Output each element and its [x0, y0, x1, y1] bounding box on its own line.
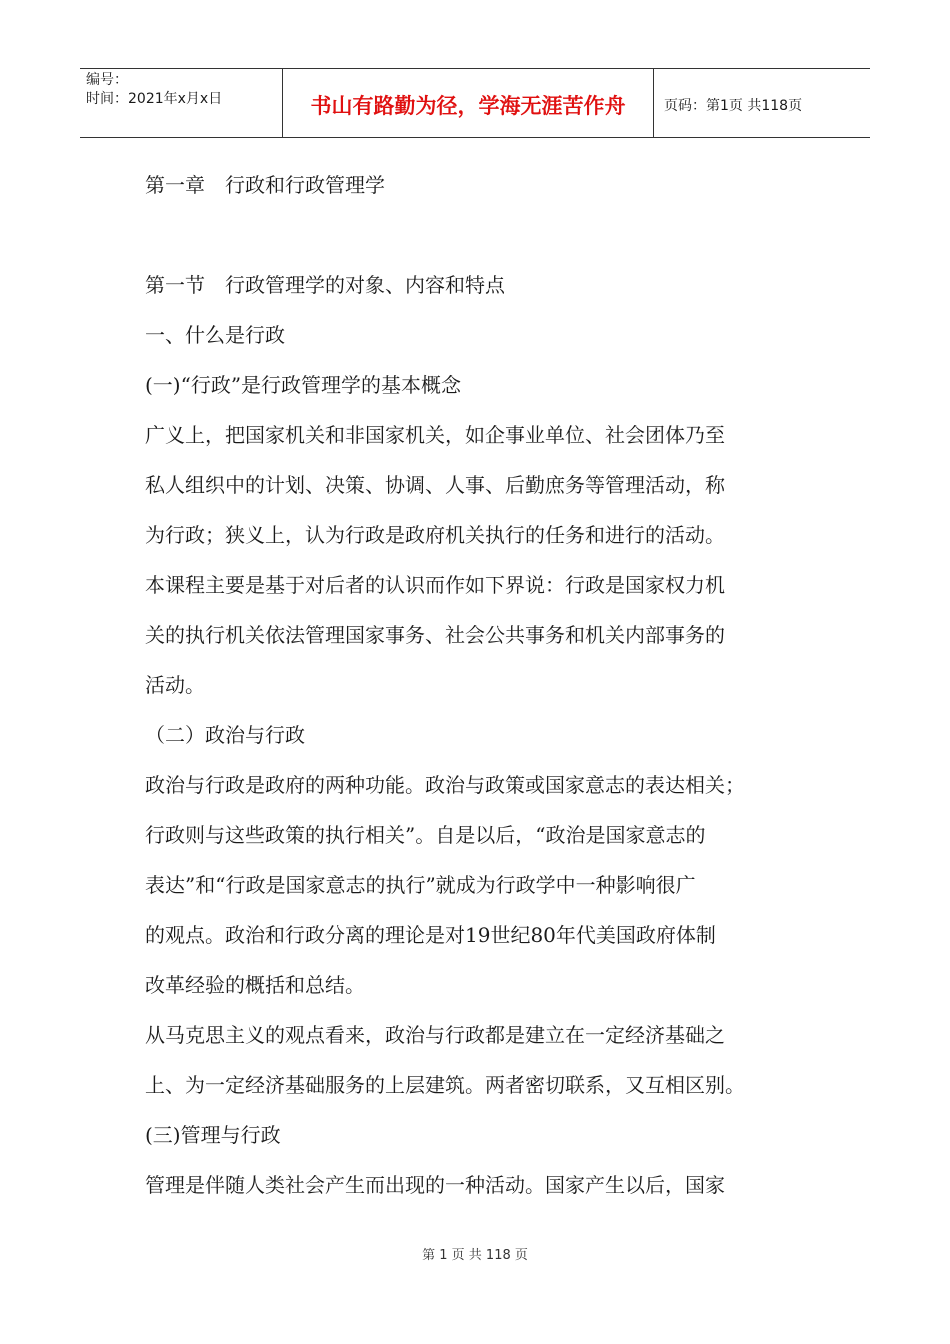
subheading-3: (三)管理与行政	[145, 1123, 281, 1147]
paragraph-line: 广义上，把国家机关和非国家机关，如企事业单位、社会团体乃至	[145, 423, 725, 447]
paragraph-line: 改革经验的概括和总结。	[145, 973, 365, 997]
spacer	[145, 210, 810, 260]
chapter-title: 第一章 行政和行政管理学	[145, 173, 385, 197]
paragraph-line: 政治与行政是政府的两种功能。政治与政策或国家意志的表达相关；	[145, 773, 745, 797]
paragraph-line: 表达”和“行政是国家意志的执行”就成为行政学中一种影响很广	[145, 873, 696, 897]
header-page-info: 页码：第1页 共118页	[664, 98, 803, 114]
header-meta	[80, 69, 283, 137]
paragraph-line: 活动。	[145, 673, 205, 697]
paragraph-line: 本课程主要是基于对后者的认识而作如下界说：行政是国家权力机	[145, 573, 725, 597]
heading-what-is-administration: 一、什么是行政	[145, 323, 285, 347]
paragraph-line: 私人组织中的计划、决策、协调、人事、后勤庶务等管理活动，称	[145, 473, 725, 497]
page-header	[80, 68, 870, 138]
subheading-2: （二）政治与行政	[145, 723, 305, 747]
paragraph-line: 从马克思主义的观点看来，政治与行政都是建立在一定经济基础之	[145, 1023, 725, 1047]
paragraph-line: 的观点。政治和行政分离的理论是对19世纪80年代美国政府体制	[145, 923, 716, 947]
paragraph-line: 为行政；狭义上，认为行政是政府机关执行的任务和进行的活动。	[145, 523, 725, 547]
paragraph-line: 关的执行机关依法管理国家事务、社会公共事务和机关内部事务的	[145, 623, 725, 647]
date-text: 时间：2021年x月x日	[86, 91, 223, 107]
header-motto: 书山有路勤为径，学海无涯苦作舟	[283, 69, 654, 137]
serial-number-label: 编号：	[86, 72, 128, 88]
paragraph-line: 行政则与这些政策的执行相关”。自是以后，“政治是国家意志的	[145, 823, 706, 847]
paragraph-line: 管理是伴随人类社会产生而出现的一种活动。国家产生以后，国家	[145, 1173, 725, 1197]
page-footer: 第 1 页 共 118 页	[422, 1248, 528, 1263]
paragraph-line: 上、为一定经济基础服务的上层建筑。两者密切联系，又互相区别。	[145, 1073, 745, 1097]
subheading-1: (一)“行政”是行政管理学的基本概念	[145, 373, 462, 397]
document-body	[145, 160, 810, 1210]
section-title: 第一节 行政管理学的对象、内容和特点	[145, 273, 505, 297]
